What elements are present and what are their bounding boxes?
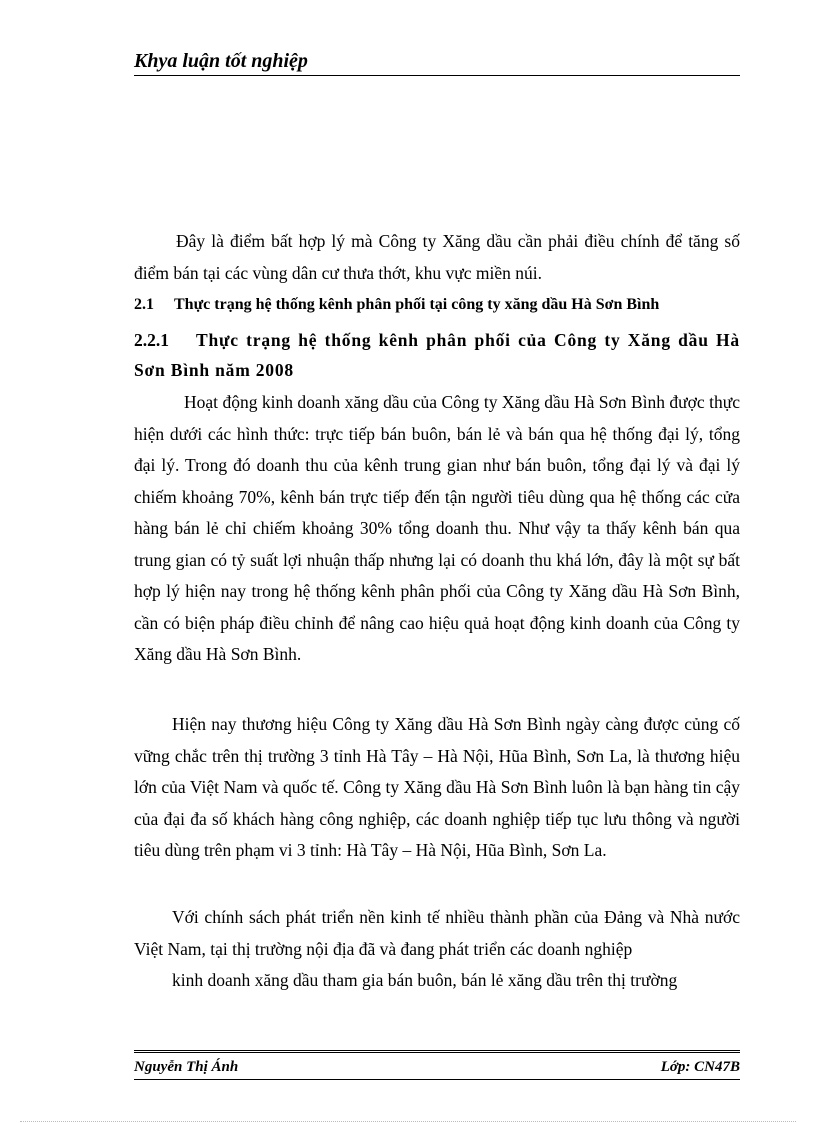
- paragraph-4-last-line: kinh doanh xăng dầu tham gia bán buôn, bán lẻ xăng dầu trên thị trường: [172, 970, 678, 990]
- heading-2-1: [134, 290, 740, 320]
- footer-class: Lớp: CN47B: [660, 1059, 740, 1075]
- paragraph-4: [134, 902, 740, 997]
- heading-2-2-1: [134, 325, 740, 385]
- paragraph-1: Đây là điểm bất hợp lý mà Công ty Xăng dầu cần phải điều chính để tăng số điểm bán tại các vùng dân cư thưa thớt, khu vực miền núi.: [134, 231, 740, 283]
- heading-2-2-1-text: Thực trạng hệ thống kênh phân phối của Công ty Xăng dầu Hà Sơn Bình năm 2008: [134, 330, 740, 380]
- page-bottom-dotted-line: [20, 1121, 796, 1122]
- footer-rule: [134, 1079, 740, 1080]
- paragraph-2: Hoạt động kinh doanh xăng dầu của Công ty Xăng dầu Hà Sơn Bình được thực hiện dưới các hình thức: trực tiếp bán buôn, bán lẻ và bán qua hệ thống đại lý, tổng đại lý. Trong đó doanh thu của kênh trung gian như bán buôn, tổng đại lý và đại lý chiếm khoảng 70%, kênh bán trực tiếp đến tận người tiêu dùng qua hệ thống các cửa hàng bán lẻ chỉ chiếm khoảng 30% tổng doanh thu. Như vậy ta thấy kênh bán qua trung gian có tỷ suất lợi nhuận thấp nhưng lại có doanh thu khá lớn, đây là một sự bất hợp lý hiện nay trong hệ thống kênh phân phối của Công ty Xăng dầu Hà Sơn Bình, cần có biện pháp điều chỉnh để nâng cao hiệu quả hoạt động kinh doanh của Công ty Xăng dầu Hà Sơn Bình.: [134, 392, 740, 664]
- header-title: Khya luận tốt nghiệp: [134, 50, 308, 72]
- heading-2-1-text: Thực trạng hệ thống kênh phân phối tại công ty xăng dầu Hà Sơn Bình: [174, 296, 660, 313]
- paragraph-4-main: Với chính sách phát triển nền kinh tế nhiều thành phần của Đảng và Nhà nước Việt Nam, tại thị trường nội địa đã và đang phát triển các doanh nghiệp: [134, 907, 740, 959]
- page-header: [134, 48, 740, 76]
- heading-2-2-1-number: 2.2.1: [134, 330, 169, 350]
- footer-author: Nguyễn Thị Ánh: [134, 1059, 239, 1075]
- page-footer: [134, 1050, 740, 1077]
- paragraph-3: Hiện nay thương hiệu Công ty Xăng dầu Hà Sơn Bình ngày càng được củng cố vững chắc trên thị trường 3 tỉnh Hà Tây – Hà Nội, Hũa Bình, Sơn La, là thương hiệu lớn của Việt Nam và quốc tế. Công ty Xăng dầu Hà Sơn Bình luôn là bạn hàng tin cậy của đại đa số khách hàng công nghiệp, các doanh nghiệp tiếp tục lưu thông và người tiêu dùng trên phạm vi 3 tỉnh: Hà Tây – Hà Nội, Hũa Bình, Sơn La.: [134, 714, 740, 860]
- heading-2-1-number: 2.1: [134, 296, 154, 313]
